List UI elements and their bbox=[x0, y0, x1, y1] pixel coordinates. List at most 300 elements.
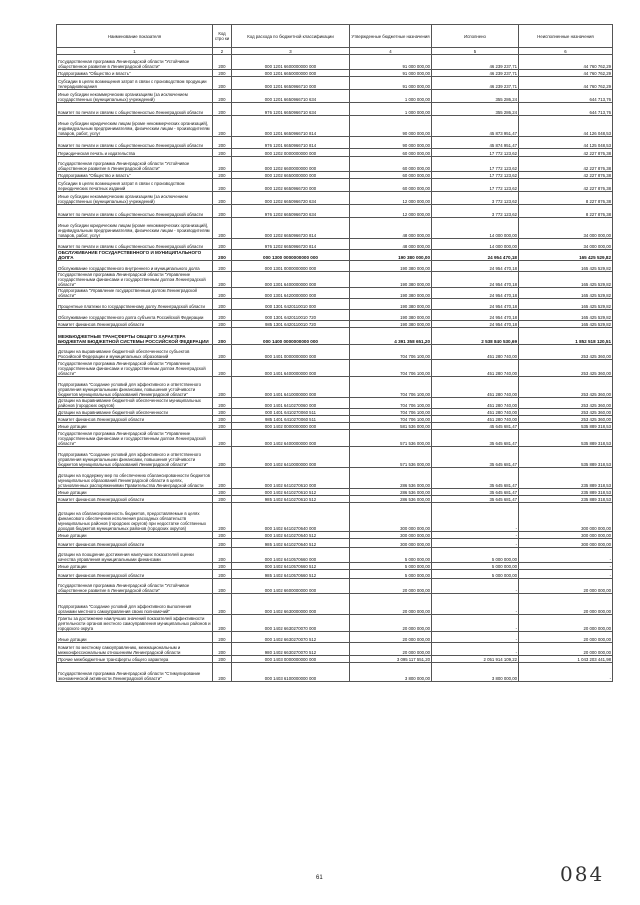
unexecuted-amount: 165 425 529,82 bbox=[519, 299, 613, 310]
unexecuted-amount: 235 889 318,53 bbox=[519, 468, 613, 489]
budget-code: 000 1402 6410000000 000 bbox=[232, 447, 350, 468]
approved-amount: 300 000 000,00 bbox=[350, 539, 432, 548]
header-unexecuted: Неисполненные назначения bbox=[519, 25, 613, 48]
unexecuted-amount: 253 425 360,00 bbox=[519, 377, 613, 398]
unexecuted-amount: 8 227 876,38 bbox=[519, 205, 613, 218]
line-code: 200 bbox=[213, 299, 232, 310]
budget-code: 000 1301 6420110010 720 bbox=[232, 310, 350, 321]
indicator-name: Периодическая печать и издательства bbox=[57, 149, 213, 157]
unexecuted-amount: 165 425 529,82 bbox=[519, 261, 613, 272]
executed-amount: 17 772 123,62 bbox=[432, 179, 519, 192]
table-row bbox=[57, 55, 613, 70]
table-row bbox=[57, 288, 613, 299]
line-code: 200 bbox=[213, 643, 232, 656]
indicator-name: Подпрограмма "Создание условий для эффективного и ответственного управления муниципальными финансами, повышения устойчивости бюджетов муниципальных образований Ленинградской области" bbox=[57, 447, 213, 468]
unexecuted-amount: 535 889 318,53 bbox=[519, 423, 613, 430]
line-code: 200 bbox=[213, 328, 232, 345]
table-row bbox=[57, 77, 613, 90]
executed-amount: 5 000 000,00 bbox=[432, 548, 519, 563]
budget-code: 000 1402 6410570660 512 bbox=[232, 563, 350, 570]
line-code: 200 bbox=[213, 594, 232, 615]
column-number-row bbox=[57, 48, 613, 55]
executed-amount: 14 000 000,00 bbox=[432, 218, 519, 239]
unexecuted-amount: 253 425 360,00 bbox=[519, 360, 613, 377]
approved-amount: 581 536 000,00 bbox=[350, 423, 432, 430]
table-row bbox=[57, 90, 613, 103]
executed-amount: 46 239 237,71 bbox=[432, 70, 519, 77]
table-row bbox=[57, 179, 613, 192]
table-row bbox=[57, 172, 613, 179]
unexecuted-amount: 535 889 318,53 bbox=[519, 447, 613, 468]
approved-amount: 704 706 100,00 bbox=[350, 345, 432, 360]
line-code: 200 bbox=[213, 430, 232, 447]
indicator-name: Государственная программа Ленинградской области "Стимулирование экономической активности Ленинградской области" bbox=[57, 663, 213, 682]
indicator-name: Иные дотации bbox=[57, 632, 213, 643]
budget-code: 000 1402 6410270610 000 bbox=[232, 468, 350, 489]
approved-amount: 20 000 000,00 bbox=[350, 579, 432, 594]
indicator-name: Иные субсидии юридическим лицам (кроме некоммерческих организаций), индивидуальным предпринимателям, физическим лицам - производителям товаров, работ, услуг bbox=[57, 218, 213, 239]
budget-code: 985 1301 6420110010 720 bbox=[232, 321, 350, 328]
line-code: 200 bbox=[213, 250, 232, 261]
executed-amount: 35 645 681,47 bbox=[432, 447, 519, 468]
unexecuted-amount: 20 000 000,00 bbox=[519, 594, 613, 615]
line-code: 200 bbox=[213, 570, 232, 579]
line-code: 200 bbox=[213, 503, 232, 532]
approved-amount: 704 706 100,00 bbox=[350, 416, 432, 423]
budget-code: 000 1202 6600000000 000 bbox=[232, 157, 350, 172]
line-code: 200 bbox=[213, 468, 232, 489]
header-budget-code: Код расхода по бюджетной классификации bbox=[232, 25, 350, 48]
approved-amount: 48 000 000,00 bbox=[350, 218, 432, 239]
executed-amount: 35 645 681,47 bbox=[432, 489, 519, 496]
budget-code: 000 1301 6400000000 000 bbox=[232, 272, 350, 288]
approved-amount: 190 380 000,00 bbox=[350, 288, 432, 299]
table-row bbox=[57, 416, 613, 423]
header-line-code: Код стро ки bbox=[213, 25, 232, 48]
unexecuted-amount: 44 126 048,53 bbox=[519, 116, 613, 137]
executed-amount: 5 000 000,00 bbox=[432, 563, 519, 570]
approved-amount: 4 391 358 651,20 bbox=[350, 328, 432, 345]
unexecuted-amount: 165 425 529,82 bbox=[519, 250, 613, 261]
unexecuted-amount: 535 889 318,53 bbox=[519, 430, 613, 447]
table-row bbox=[57, 656, 613, 663]
indicator-name: Иные дотации bbox=[57, 532, 213, 539]
indicator-name: Подпрограмма "Общество и власть" bbox=[57, 70, 213, 77]
line-code: 200 bbox=[213, 137, 232, 149]
column-number: 2 bbox=[213, 48, 232, 55]
budget-code: 000 1202 0000000000 000 bbox=[232, 149, 350, 157]
line-code: 200 bbox=[213, 90, 232, 103]
page-number: 61 bbox=[316, 875, 323, 881]
budget-code: 000 1402 6630000000 000 bbox=[232, 594, 350, 615]
line-code: 200 bbox=[213, 539, 232, 548]
budget-code: 000 1202 6650000000 000 bbox=[232, 172, 350, 179]
unexecuted-amount: 20 000 000,00 bbox=[519, 643, 613, 656]
header-indicator-name: Наименование показателя bbox=[57, 25, 213, 48]
executed-amount: 355 286,24 bbox=[432, 90, 519, 103]
indicator-name: Подпрограмма "Общество и власть" bbox=[57, 172, 213, 179]
indicator-name: Комитет по печати и связям с общественностью Ленинградской области bbox=[57, 239, 213, 250]
executed-amount: 17 772 123,62 bbox=[432, 172, 519, 179]
approved-amount: 190 380 000,00 bbox=[350, 310, 432, 321]
table-row bbox=[57, 579, 613, 594]
unexecuted-amount: - bbox=[519, 548, 613, 563]
unexecuted-amount: 644 713,76 bbox=[519, 103, 613, 116]
approved-amount: 190 380 000,00 bbox=[350, 272, 432, 288]
approved-amount: 300 000 000,00 bbox=[350, 503, 432, 532]
executed-amount: 3 772 123,62 bbox=[432, 205, 519, 218]
line-code: 200 bbox=[213, 70, 232, 77]
executed-amount: - bbox=[432, 643, 519, 656]
executed-amount: 24 954 470,18 bbox=[432, 250, 519, 261]
unexecuted-amount: 253 425 360,00 bbox=[519, 345, 613, 360]
budget-code: 980 1402 6630270070 512 bbox=[232, 643, 350, 656]
approved-amount: 286 536 000,00 bbox=[350, 496, 432, 503]
executed-amount: 46 239 237,71 bbox=[432, 77, 519, 90]
line-code: 200 bbox=[213, 632, 232, 643]
indicator-name: Дотации на сбалансированность бюджетов, предоставляемые в целях финансового обеспечения исполнения расходных обязательств муниципальных районов (городских округов) при недостатке собственных доходов бюджетов муниципальных районов (городских округов) bbox=[57, 503, 213, 532]
unexecuted-amount: 165 425 529,82 bbox=[519, 321, 613, 328]
indicator-name: Комитет финансов Ленинградской области bbox=[57, 496, 213, 503]
table-row bbox=[57, 137, 613, 149]
budget-code: 000 1401 6410000000 000 bbox=[232, 377, 350, 398]
line-code: 200 bbox=[213, 321, 232, 328]
unexecuted-amount: 1 043 203 441,98 bbox=[519, 656, 613, 663]
line-code: 200 bbox=[213, 496, 232, 503]
budget-code: 000 1402 6400000000 000 bbox=[232, 430, 350, 447]
indicator-name: МЕЖБЮДЖЕТНЫЕ ТРАНСФЕРТЫ ОБЩЕГО ХАРАКТЕРА БЮДЖЕТАМ БЮДЖЕТНОЙ СИСТЕМЫ РОССИЙСКОЙ ФЕДЕРАЦИИ bbox=[57, 328, 213, 345]
table-row bbox=[57, 116, 613, 137]
line-code: 200 bbox=[213, 360, 232, 377]
table-row bbox=[57, 328, 613, 345]
line-code: 200 bbox=[213, 288, 232, 299]
budget-code: 976 1201 6650966710 814 bbox=[232, 137, 350, 149]
budget-code: 000 1401 6410270060 000 bbox=[232, 398, 350, 409]
budget-code: 985 1402 6410570660 512 bbox=[232, 570, 350, 579]
executed-amount: 24 954 470,18 bbox=[432, 272, 519, 288]
unexecuted-amount: 42 227 876,38 bbox=[519, 172, 613, 179]
line-code: 200 bbox=[213, 261, 232, 272]
table-row bbox=[57, 250, 613, 261]
line-code: 200 bbox=[213, 172, 232, 179]
table-row bbox=[57, 218, 613, 239]
table-row bbox=[57, 409, 613, 416]
line-code: 200 bbox=[213, 532, 232, 539]
table-row bbox=[57, 539, 613, 548]
approved-amount: 704 706 100,00 bbox=[350, 409, 432, 416]
line-code: 200 bbox=[213, 205, 232, 218]
executed-amount: 45 874 951,47 bbox=[432, 137, 519, 149]
budget-code: 000 1202 6650966720 000 bbox=[232, 179, 350, 192]
executed-amount: 24 954 470,18 bbox=[432, 288, 519, 299]
line-code: 200 bbox=[213, 377, 232, 398]
line-code: 200 bbox=[213, 615, 232, 632]
unexecuted-amount: 300 000 000,00 bbox=[519, 503, 613, 532]
approved-amount: 5 000 000,00 bbox=[350, 563, 432, 570]
executed-amount: 451 280 740,00 bbox=[432, 360, 519, 377]
executed-amount: 5 000 000,00 bbox=[432, 570, 519, 579]
approved-amount: 60 000 000,00 bbox=[350, 149, 432, 157]
indicator-name: Прочие межбюджетные трансферты общего характера bbox=[57, 656, 213, 663]
table-row bbox=[57, 489, 613, 496]
budget-code: 000 1402 6410270640 512 bbox=[232, 532, 350, 539]
column-number: 4 bbox=[350, 48, 432, 55]
approved-amount: 48 000 000,00 bbox=[350, 239, 432, 250]
table-row bbox=[57, 321, 613, 328]
indicator-name: Иные дотации bbox=[57, 423, 213, 430]
unexecuted-amount: 20 000 000,00 bbox=[519, 579, 613, 594]
budget-code: 000 1402 6630270070 512 bbox=[232, 632, 350, 643]
executed-amount: 2 538 840 530,69 bbox=[432, 328, 519, 345]
indicator-name: Подпрограмма "Создание условий для эффективного и ответственного управления муниципальными финансами, повышения устойчивости бюджетов муниципальных образований Ленинградской области" bbox=[57, 377, 213, 398]
approved-amount: 5 000 000,00 bbox=[350, 570, 432, 579]
unexecuted-amount: 42 227 876,38 bbox=[519, 149, 613, 157]
indicator-name: Подпрограмма "Создание условий для эффективного выполнения органами местного самоуправления своих полномочий" bbox=[57, 594, 213, 615]
indicator-name: Комитет финансов Ленинградской области bbox=[57, 539, 213, 548]
budget-code: 000 1402 6630270070 000 bbox=[232, 615, 350, 632]
executed-amount: 3 772 123,62 bbox=[432, 192, 519, 205]
indicator-name: Государственная программа Ленинградской области "Управление государственными финансами и государственным долгом Ленинградской области" bbox=[57, 360, 213, 377]
budget-code: 985 1402 6410270640 512 bbox=[232, 539, 350, 548]
approved-amount: 3 095 117 551,20 bbox=[350, 656, 432, 663]
executed-amount: - bbox=[432, 532, 519, 539]
budget-code: 000 1201 6650000000 000 bbox=[232, 70, 350, 77]
executed-amount: 355 286,24 bbox=[432, 103, 519, 116]
executed-amount: 24 954 470,18 bbox=[432, 321, 519, 328]
table-row bbox=[57, 447, 613, 468]
executed-amount: 17 772 123,62 bbox=[432, 157, 519, 172]
budget-code: 000 1202 6650966720 634 bbox=[232, 192, 350, 205]
unexecuted-amount: 253 425 360,00 bbox=[519, 398, 613, 409]
line-code: 200 bbox=[213, 563, 232, 570]
budget-code: 000 1301 6420110010 000 bbox=[232, 299, 350, 310]
approved-amount: 20 000 000,00 bbox=[350, 594, 432, 615]
indicator-name: Комитет по местному самоуправлению, межнациональным и межконфессиональным отношениям Ленинградской области bbox=[57, 643, 213, 656]
approved-amount: 3 800 000,00 bbox=[350, 663, 432, 682]
indicator-name: Иные дотации bbox=[57, 489, 213, 496]
indicator-name: Субсидии в целях возмещения затрат в связи с производством продукции телерадиовещания bbox=[57, 77, 213, 90]
unexecuted-amount: 300 000 000,00 bbox=[519, 539, 613, 548]
line-code: 200 bbox=[213, 116, 232, 137]
indicator-name: Дотации на выравнивание бюджетной обеспеченности субъектов Российской Федерации и муниципальных образований bbox=[57, 345, 213, 360]
indicator-name: Иные дотации bbox=[57, 563, 213, 570]
unexecuted-amount: 235 889 318,53 bbox=[519, 496, 613, 503]
table-row bbox=[57, 430, 613, 447]
unexecuted-amount: 165 425 529,82 bbox=[519, 288, 613, 299]
indicator-name: Дотации на поощрение достижения наилучших показателей оценки качества управления муниципальными финансами bbox=[57, 548, 213, 563]
approved-amount: 190 380 000,00 bbox=[350, 250, 432, 261]
line-code: 200 bbox=[213, 149, 232, 157]
line-code: 200 bbox=[213, 157, 232, 172]
unexecuted-amount: 644 713,76 bbox=[519, 90, 613, 103]
budget-code: 000 1301 0000000000 000 bbox=[232, 261, 350, 272]
approved-amount: 190 380 000,00 bbox=[350, 261, 432, 272]
line-code: 200 bbox=[213, 398, 232, 409]
budget-code: 000 1402 6410270640 000 bbox=[232, 503, 350, 532]
table-body bbox=[57, 55, 613, 682]
approved-amount: 286 536 000,00 bbox=[350, 489, 432, 496]
column-number: 3 bbox=[232, 48, 350, 55]
table-row bbox=[57, 149, 613, 157]
table-row bbox=[57, 310, 613, 321]
line-code: 200 bbox=[213, 409, 232, 416]
executed-amount: 451 280 740,00 bbox=[432, 416, 519, 423]
budget-code: 000 1403 0000000000 000 bbox=[232, 656, 350, 663]
approved-amount: 90 000 000,00 bbox=[350, 116, 432, 137]
indicator-name: Комитет по печати и связям с общественностью Ленинградской области bbox=[57, 137, 213, 149]
unexecuted-amount: 253 425 360,00 bbox=[519, 416, 613, 423]
executed-amount: 2 051 914 109,22 bbox=[432, 656, 519, 663]
unexecuted-amount: 20 000 000,00 bbox=[519, 632, 613, 643]
approved-amount: 190 380 000,00 bbox=[350, 321, 432, 328]
table-row bbox=[57, 299, 613, 310]
table-row bbox=[57, 192, 613, 205]
column-number: 6 bbox=[519, 48, 613, 55]
indicator-name: Государственная программа Ленинградской области "Устойчивое общественное развитие в Ленинградской области" bbox=[57, 579, 213, 594]
budget-code: 985 1401 6410270060 511 bbox=[232, 416, 350, 423]
unexecuted-amount: 44 760 762,29 bbox=[519, 70, 613, 77]
executed-amount: - bbox=[432, 594, 519, 615]
executed-amount: 3 800 000,00 bbox=[432, 663, 519, 682]
unexecuted-amount: 34 000 000,00 bbox=[519, 239, 613, 250]
approved-amount: 20 000 000,00 bbox=[350, 615, 432, 632]
line-code: 200 bbox=[213, 272, 232, 288]
indicator-name: Субсидии в целях возмещения затрат в связи с производством периодических печатных изданий bbox=[57, 179, 213, 192]
approved-amount: 1 000 000,00 bbox=[350, 90, 432, 103]
budget-code: 000 1301 6420000000 000 bbox=[232, 288, 350, 299]
indicator-name: Дотации на поддержку мер по обеспечению сбалансированности бюджетов муниципальных образований Ленинградской области в целях, установленных распоряжениями Правительства Ленинградской области bbox=[57, 468, 213, 489]
budget-code: 000 1403 6100000000 000 bbox=[232, 663, 350, 682]
table-row bbox=[57, 261, 613, 272]
table-row bbox=[57, 103, 613, 116]
budget-code: 976 1202 6650966720 634 bbox=[232, 205, 350, 218]
unexecuted-amount: 300 000 000,00 bbox=[519, 532, 613, 539]
indicator-name: Государственная программа Ленинградской области "Управление государственными финансами и государственным долгом Ленинградской области" bbox=[57, 272, 213, 288]
table-row bbox=[57, 532, 613, 539]
unexecuted-amount: - bbox=[519, 570, 613, 579]
line-code: 200 bbox=[213, 489, 232, 496]
column-number: 5 bbox=[432, 48, 519, 55]
approved-amount: 12 000 000,00 bbox=[350, 205, 432, 218]
report-sheet bbox=[56, 24, 612, 682]
line-code: 200 bbox=[213, 548, 232, 563]
executed-amount: - bbox=[432, 632, 519, 643]
indicator-name: Дотации на выравнивание бюджетной обеспеченности муниципальных районов (городских округов) bbox=[57, 398, 213, 409]
budget-code: 000 1201 6650966710 634 bbox=[232, 90, 350, 103]
indicator-name: Процентные платежи по государственному долгу Ленинградской области bbox=[57, 299, 213, 310]
budget-code: 000 1401 6400000000 000 bbox=[232, 360, 350, 377]
executed-amount: 451 280 740,00 bbox=[432, 409, 519, 416]
executed-amount: - bbox=[432, 615, 519, 632]
budget-code: 000 1201 6600000000 000 bbox=[232, 55, 350, 70]
table-row bbox=[57, 570, 613, 579]
line-code: 200 bbox=[213, 192, 232, 205]
indicator-name: Комитет финансов Ленинградской области bbox=[57, 570, 213, 579]
budget-code: 976 1201 6650966710 634 bbox=[232, 103, 350, 116]
table-row bbox=[57, 70, 613, 77]
line-code: 200 bbox=[213, 179, 232, 192]
approved-amount: 571 536 000,00 bbox=[350, 447, 432, 468]
unexecuted-amount: - bbox=[519, 563, 613, 570]
budget-code: 000 1402 6410570660 000 bbox=[232, 548, 350, 563]
approved-amount: 60 000 000,00 bbox=[350, 172, 432, 179]
unexecuted-amount: 44 125 048,53 bbox=[519, 137, 613, 149]
executed-amount: 35 645 681,47 bbox=[432, 496, 519, 503]
executed-amount: - bbox=[432, 503, 519, 532]
indicator-name: Комитет по печати и связям с общественностью Ленинградской области bbox=[57, 103, 213, 116]
executed-amount: - bbox=[432, 539, 519, 548]
budget-table bbox=[56, 24, 613, 682]
table-row bbox=[57, 272, 613, 288]
executed-amount: 451 280 740,00 bbox=[432, 377, 519, 398]
table-row bbox=[57, 360, 613, 377]
approved-amount: 12 000 000,00 bbox=[350, 192, 432, 205]
budget-code: 000 1202 6650966720 814 bbox=[232, 218, 350, 239]
executed-amount: 451 280 740,00 bbox=[432, 345, 519, 360]
line-code: 200 bbox=[213, 239, 232, 250]
executed-amount: 45 645 681,47 bbox=[432, 423, 519, 430]
approved-amount: 300 000 000,00 bbox=[350, 532, 432, 539]
table-row bbox=[57, 423, 613, 430]
indicator-name: Гранты за достижение наилучших значений показателей эффективности деятельности органов местного самоуправления муниципальных районов и городского округа bbox=[58, 616, 211, 631]
indicator-name: Государственная программа Ленинградской области "Устойчивое общественное развитие в Ленинградской области" bbox=[57, 157, 213, 172]
column-number: 1 bbox=[57, 48, 213, 55]
indicator-name: Комитет финансов Ленинградской области bbox=[57, 321, 213, 328]
line-code: 200 bbox=[213, 103, 232, 116]
indicator-name: Иные субсидии некоммерческим организациям (за исключением государственных (муниципальных) учреждений) bbox=[57, 192, 213, 205]
unexecuted-amount: 235 889 318,53 bbox=[519, 489, 613, 496]
unexecuted-amount: 8 227 876,38 bbox=[519, 192, 613, 205]
indicator-name: Комитет по печати и связям с общественностью Ленинградской области bbox=[57, 205, 213, 218]
line-code: 200 bbox=[213, 447, 232, 468]
table-row bbox=[57, 377, 613, 398]
budget-code: 000 1402 6410270610 512 bbox=[232, 489, 350, 496]
line-code: 200 bbox=[213, 55, 232, 70]
approved-amount: 91 000 000,00 bbox=[350, 77, 432, 90]
table-row bbox=[57, 594, 613, 615]
indicator-name: Дотации на выравнивание бюджетной обеспеченности bbox=[57, 409, 213, 416]
unexecuted-amount: 165 425 529,82 bbox=[519, 310, 613, 321]
approved-amount: 60 000 000,00 bbox=[350, 179, 432, 192]
approved-amount: 20 000 000,00 bbox=[350, 643, 432, 656]
line-code: 200 bbox=[213, 345, 232, 360]
budget-code: 000 1402 0000000000 000 bbox=[232, 423, 350, 430]
approved-amount: 571 536 000,00 bbox=[350, 430, 432, 447]
unexecuted-amount: 253 425 360,00 bbox=[519, 409, 613, 416]
indicator-name: Государственная программа Ленинградской области "Устойчивое общественное развитие в Ленинградской области" bbox=[57, 55, 213, 70]
executed-amount: 35 645 681,47 bbox=[432, 430, 519, 447]
indicator-name: Обслуживание государственного внутреннего и муниципального долга bbox=[57, 261, 213, 272]
executed-amount: 24 954 470,18 bbox=[432, 299, 519, 310]
indicator-name: ОБСЛУЖИВАНИЕ ГОСУДАРСТВЕННОГО И МУНИЦИПАЛЬНОГО ДОЛГА bbox=[57, 250, 213, 261]
line-code: 200 bbox=[213, 218, 232, 239]
table-row bbox=[57, 503, 613, 532]
budget-code: 976 1202 6650966720 814 bbox=[232, 239, 350, 250]
executed-amount: 24 954 470,18 bbox=[432, 310, 519, 321]
indicator-name: Иные субсидии некоммерческим организациям (за исключением государственных (муниципальных) учреждений) bbox=[57, 90, 213, 103]
executed-amount: - bbox=[432, 579, 519, 594]
unexecuted-amount: 1 852 518 120,51 bbox=[519, 328, 613, 345]
unexecuted-amount: - bbox=[519, 663, 613, 682]
unexecuted-amount: 44 760 762,29 bbox=[519, 55, 613, 70]
approved-amount: 704 706 100,00 bbox=[350, 360, 432, 377]
budget-code: 000 1201 6650966710 000 bbox=[232, 77, 350, 90]
table-row bbox=[57, 398, 613, 409]
budget-code: 000 1201 6650966710 814 bbox=[232, 116, 350, 137]
unexecuted-amount: 42 227 876,38 bbox=[519, 179, 613, 192]
approved-amount: 91 000 000,00 bbox=[350, 70, 432, 77]
unexecuted-amount: 42 227 876,38 bbox=[519, 157, 613, 172]
